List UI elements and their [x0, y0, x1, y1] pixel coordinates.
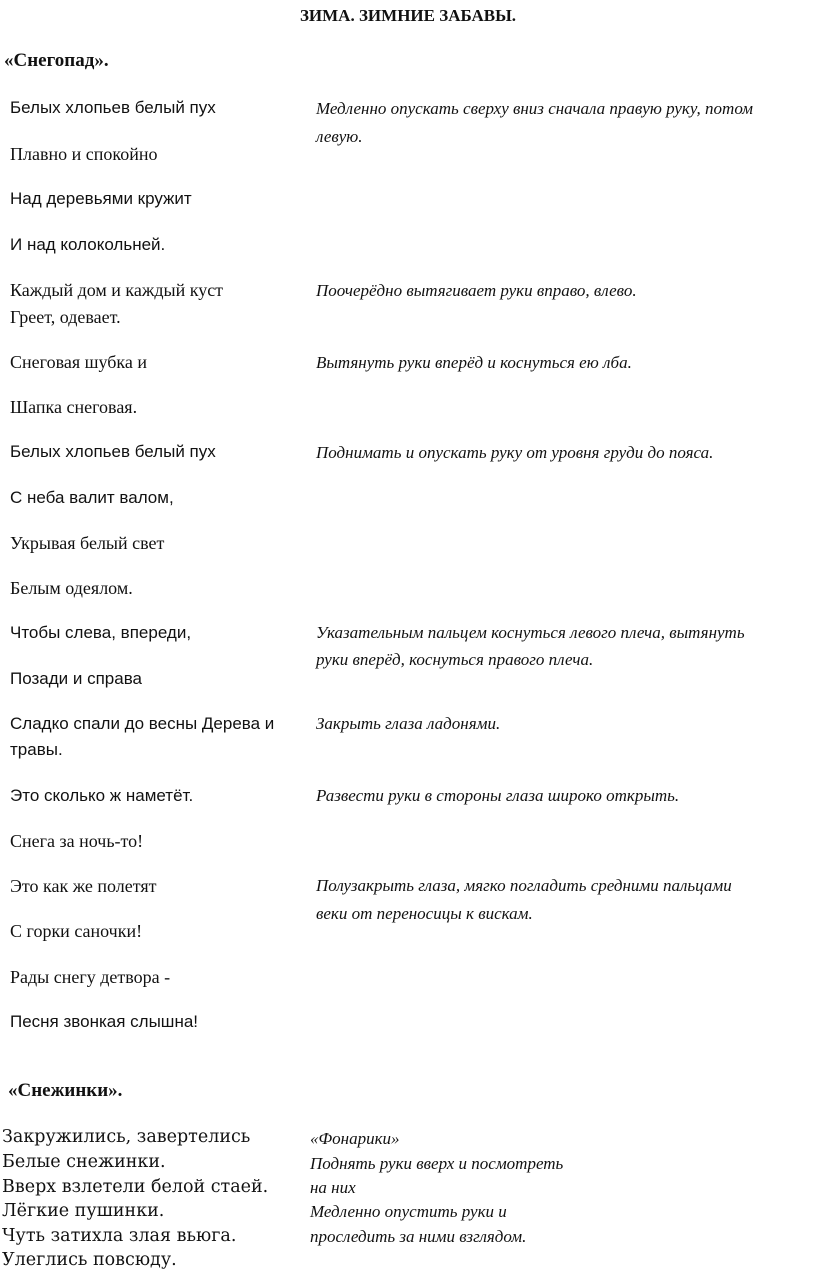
verse-line: Каждый дом и каждый куст	[10, 280, 224, 300]
section-heading-snegopad: «Снегопад».	[4, 50, 109, 71]
action-text: Указательным пальцем коснуться левого плеча, вытянуть	[316, 623, 745, 642]
verse-line: Сладко спали до весны Дерева и	[10, 714, 275, 733]
verse-line: С неба валит валом,	[10, 488, 174, 507]
verse-line: Укрывая белый свет	[10, 533, 165, 553]
action-text: Вытянуть руки вперёд и коснуться ею лба.	[316, 353, 632, 372]
action-text: левую.	[316, 127, 363, 146]
action-text: Поднять руки вверх и посмотреть	[310, 1154, 564, 1173]
verse-line: Над деревьями кружит	[10, 189, 192, 208]
action-text: Медленно опустить руки и	[310, 1202, 507, 1221]
page-title: ЗИМА. ЗИМНИЕ ЗАБАВЫ.	[299, 6, 517, 25]
verse-line: Белые снежинки.	[2, 1152, 166, 1172]
action-text: «Фонарики»	[310, 1129, 400, 1148]
verse-line: Рады снегу детвора -	[10, 967, 171, 987]
verse-line: Закружились, завертелись	[2, 1127, 251, 1147]
verse-line: Песня звонкая слышна!	[10, 1012, 199, 1031]
action-text: руки вперёд, коснуться правого плеча.	[316, 650, 594, 669]
verse-line: Снеговая шубка и	[10, 352, 147, 372]
verse-line: Это как же полетят	[10, 876, 157, 896]
verse-line: И над колокольней.	[10, 235, 166, 254]
verse-line: Плавно и спокойно	[10, 144, 158, 164]
action-text: Медленно опускать сверху вниз сначала правую руку, потом	[316, 99, 754, 118]
verse-line: Вверх взлетели белой стаей.	[2, 1177, 269, 1197]
action-text: Закрыть глаза ладонями.	[316, 714, 501, 733]
verse-line: Белых хлопьев белый пух	[10, 98, 216, 117]
verse-line: Шапка снеговая.	[10, 397, 138, 417]
verse-line: Улеглись повсюду.	[2, 1250, 177, 1270]
verse-line: Снега за ночь-то!	[10, 831, 144, 851]
verse-line: С горки саночки!	[10, 921, 143, 941]
verse-line: Это сколько ж наметёт.	[10, 786, 194, 805]
action-text: Поднимать и опускать руку от уровня груди до пояса.	[316, 443, 714, 462]
action-text: проследить за ними взглядом.	[310, 1227, 527, 1246]
verse-line: Греет, одевает.	[10, 307, 121, 327]
action-text: Поочерёдно вытягивает руки вправо, влево.	[316, 281, 637, 300]
verse-line: Лёгкие пушинки.	[2, 1201, 165, 1221]
verse-line: Белым одеялом.	[10, 578, 133, 598]
section-heading-snezhinki: «Снежинки».	[8, 1080, 123, 1101]
verse-line: Чтобы слева, впереди,	[10, 623, 192, 642]
action-text: на них	[310, 1178, 356, 1197]
action-text: Развести руки в стороны глаза широко открыть.	[316, 786, 680, 805]
verse-line: Белых хлопьев белый пух	[10, 442, 216, 461]
action-text: Полузакрыть глаза, мягко погладить средними пальцами	[316, 876, 732, 895]
verse-line: Чуть затихла злая вьюга.	[2, 1226, 237, 1246]
verse-line: Позади и справа	[10, 669, 142, 688]
action-text: веки от переносицы к вискам.	[316, 904, 533, 923]
verse-line: травы.	[10, 740, 63, 759]
